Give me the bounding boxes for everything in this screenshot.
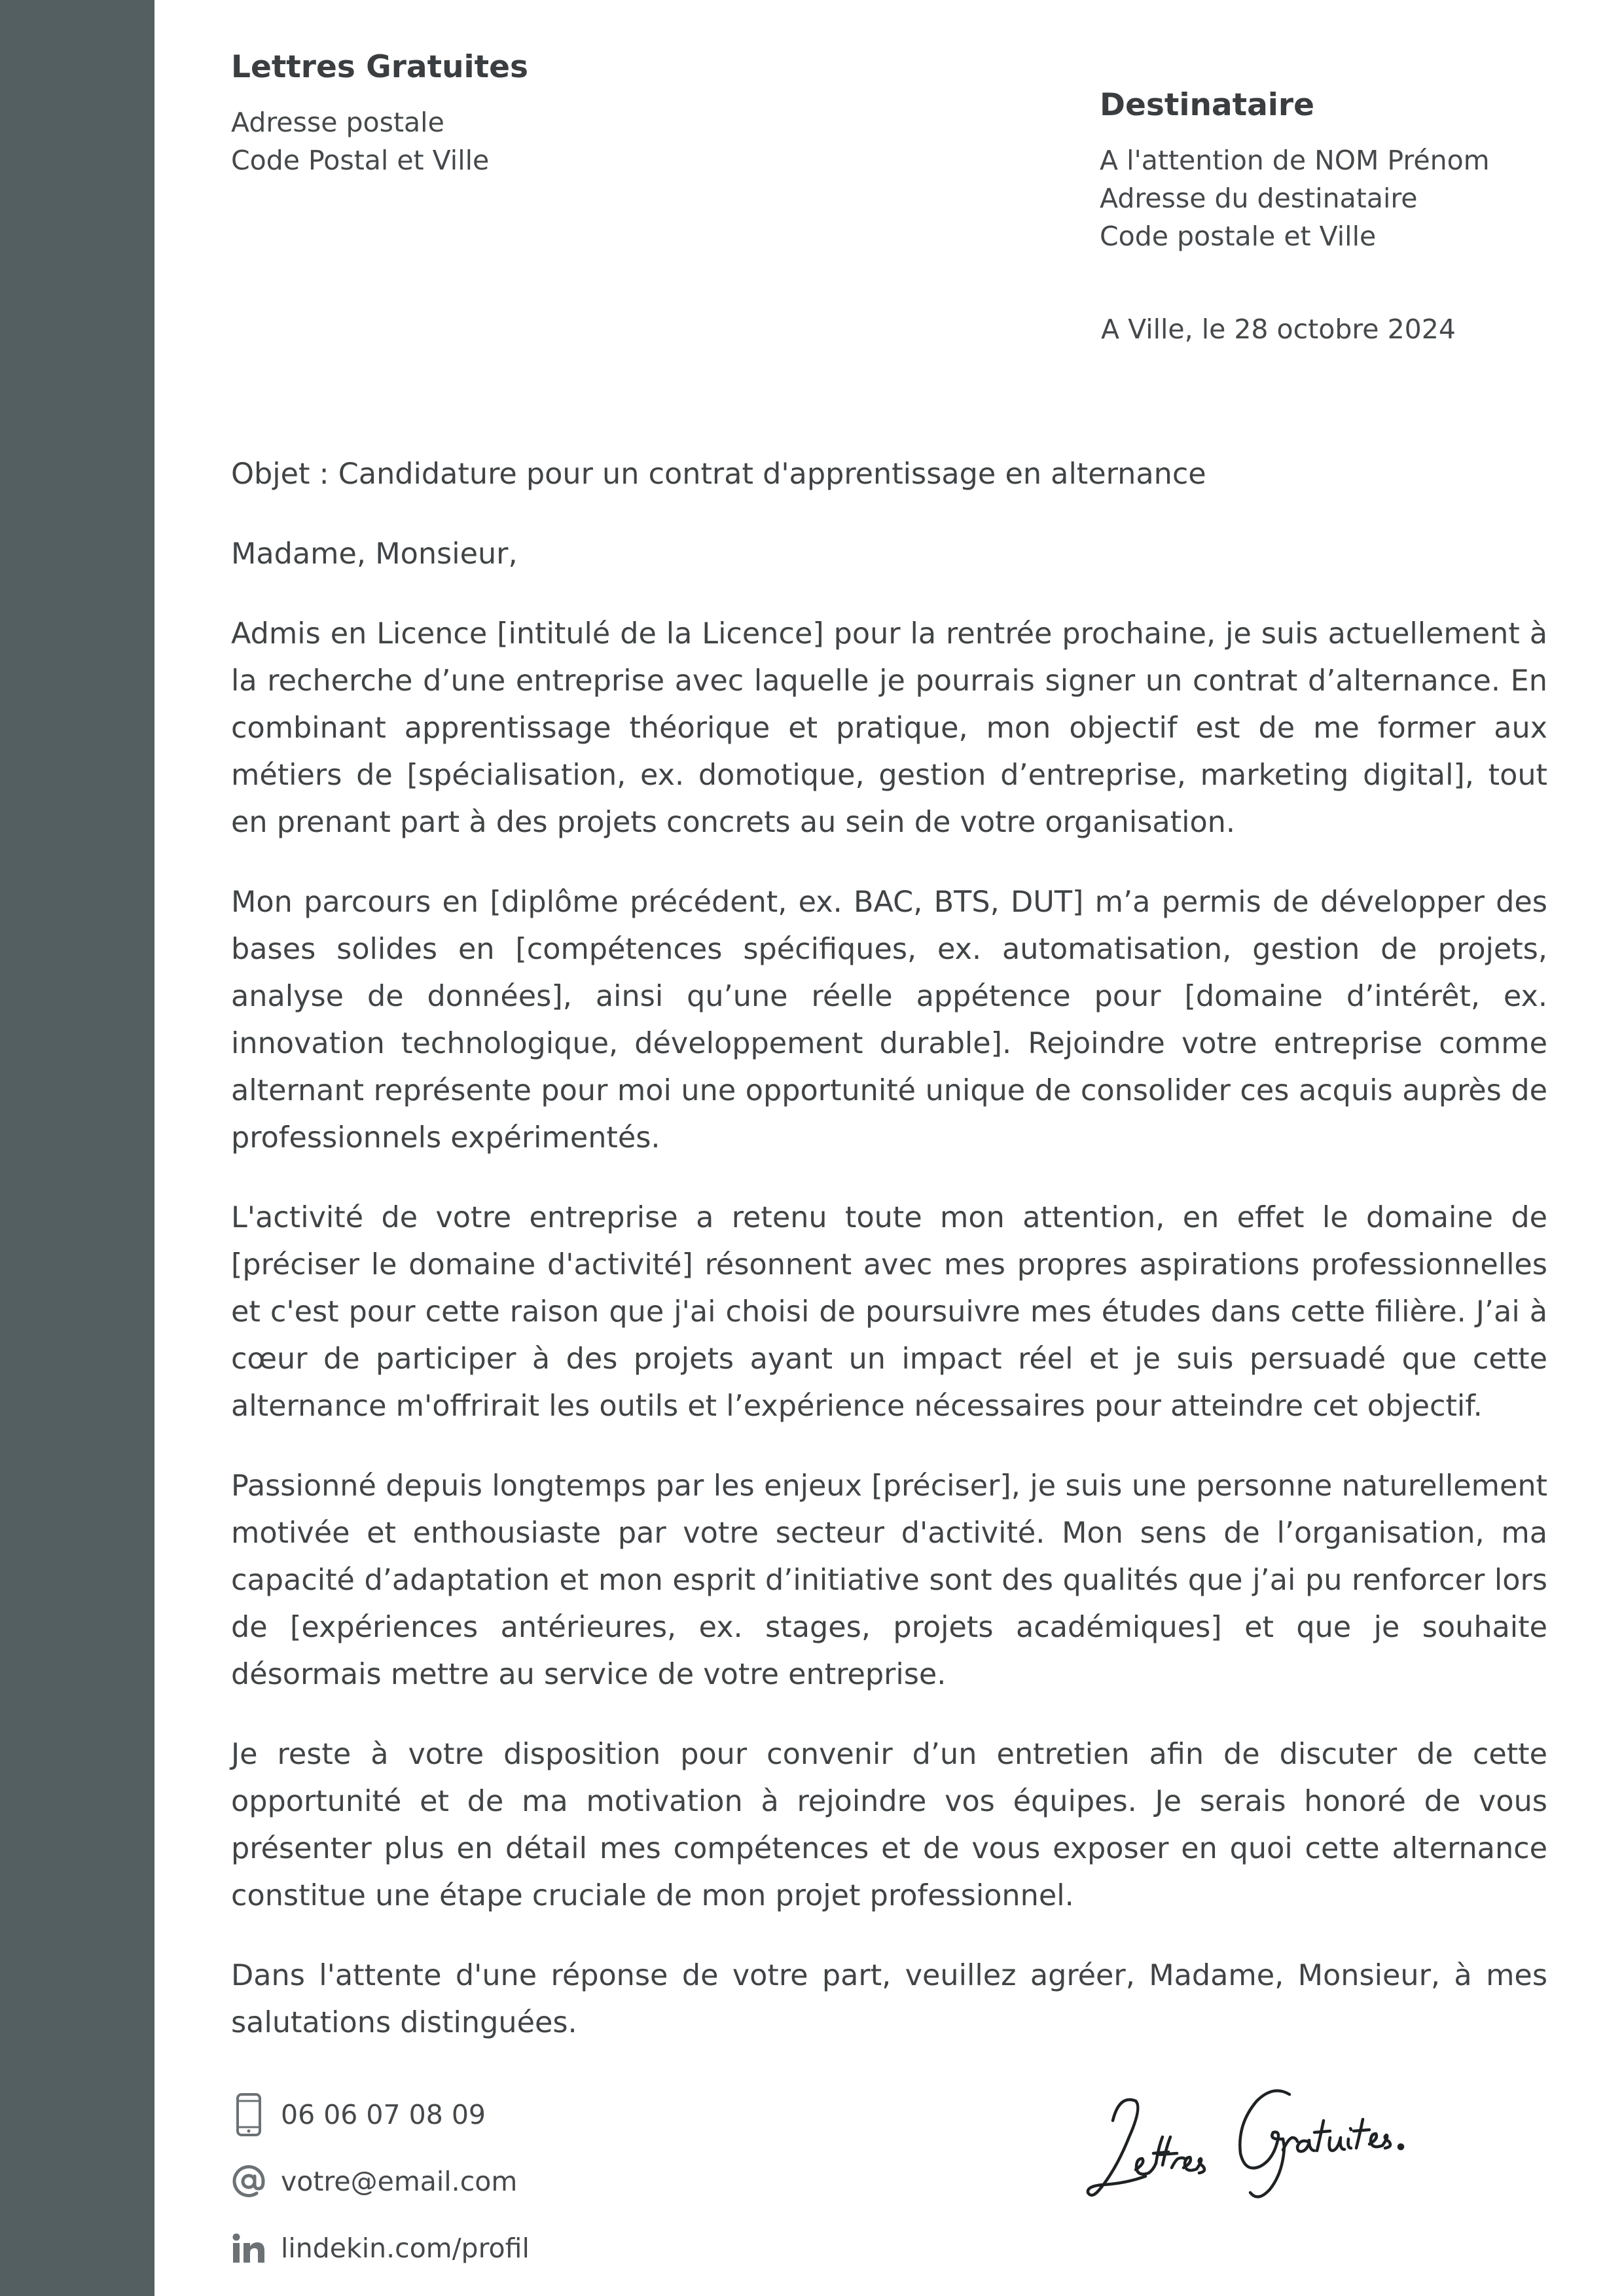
sidebar-accent-bar — [0, 0, 154, 2296]
sender-address-line: Adresse postale — [231, 107, 444, 138]
at-sign-icon — [231, 2158, 266, 2205]
letter-date: A Ville, le 28 octobre 2024 — [1101, 314, 1456, 345]
sender-city-line: Code Postal et Ville — [231, 145, 490, 176]
sender-block — [231, 46, 820, 179]
recipient-city-line: Code postale et Ville — [1100, 221, 1377, 252]
handwritten-signature — [1074, 2055, 1453, 2212]
letter-salutation: Madame, Monsieur, — [231, 537, 518, 571]
phone-icon — [231, 2091, 266, 2138]
linkedin-icon — [231, 2225, 266, 2272]
recipient-title: Destinataire — [1100, 87, 1314, 123]
sender-name: Lettres Gratuites — [231, 49, 528, 85]
letter-paragraph: Mon parcours en [diplôme précédent, ex. BAC, BTS, DUT] m’a permis de développer des bases solides en [compétences spécifiques, ex. automatisation, gestion de projets, analyse de données], ainsi qu’une réelle appétence pour [domaine d’intérêt, ex. innovation technologique, développement durable]. Rejoindre votre entreprise comme alternant représente pour moi une opportunité unique de consolider ces acquis auprès de professionnels expérimentés. — [231, 886, 1547, 1155]
letter-paragraph: Passionné depuis longtemps par les enjeux [préciser], je suis une personne naturellement motivée et enthousiaste par votre secteur d'activité. Mon sens de l’organisation, ma capacité d’adaptation et mon esprit d’initiative sont des qualités que j’ai pu renforcer lors de [expériences antérieures, ex. stages, projets académiques] et que je souhaite désormais mettre au service de votre entreprise. — [231, 1469, 1547, 1691]
letter-paragraph: Je reste à votre disposition pour convenir d’un entretien afin de discuter de cette opportunité et de ma motivation à rejoindre vos équipes. Je serais honoré de vous présenter plus en détail mes compétences et de vous exposer en quoi cette alternance constitue une étape cruciale de mon projet professionnel. — [231, 1738, 1547, 1912]
recipient-address-line: Adresse du destinataire — [1100, 183, 1418, 214]
contact-email-row — [231, 2148, 530, 2215]
contact-block — [231, 2081, 530, 2282]
recipient-attention-line: A l'attention de NOM Prénom — [1100, 145, 1490, 176]
letter-paragraph: Admis en Licence [intitulé de la Licence] pour la rentrée prochaine, je suis actuellement à la recherche d’une entreprise avec laquelle je pourrais signer un contrat d’alternance. En combinant apprentissage théorique et pratique, mon objectif est de me former aux métiers de [spécialisation, ex. domotique, gestion d’entreprise, marketing digital], tout en prenant part à des projets concrets au sein de votre organisation. — [231, 617, 1547, 839]
letter-object: Objet : Candidature pour un contrat d'apprentissage en alternance — [231, 457, 1206, 491]
contact-linkedin: lindekin.com/profil — [281, 2233, 530, 2264]
letter-body — [231, 451, 1547, 2079]
letter-closing: Dans l'attente d'une réponse de votre part, veuillez agréer, Madame, Monsieur, à mes salutations distinguées. — [231, 1959, 1547, 2039]
recipient-block — [1100, 84, 1597, 255]
contact-email: votre@email.com — [281, 2166, 518, 2197]
letter-paragraph: L'activité de votre entreprise a retenu toute mon attention, en effet le domaine de [préciser le domaine d'activité] résonnent avec mes propres aspirations professionnelles et c'est pour cette raison que j'ai choisi de poursuivre mes études dans cette filière. J’ai à cœur de participer à des projets ayant un impact réel et je suis persuadé que cette alternance m'offrirait les outils et l’expérience nécessaires pour atteindre cet objectif. — [231, 1201, 1547, 1423]
contact-linkedin-row — [231, 2215, 530, 2282]
contact-phone: 06 06 07 08 09 — [281, 2099, 486, 2130]
contact-phone-row — [231, 2081, 530, 2148]
